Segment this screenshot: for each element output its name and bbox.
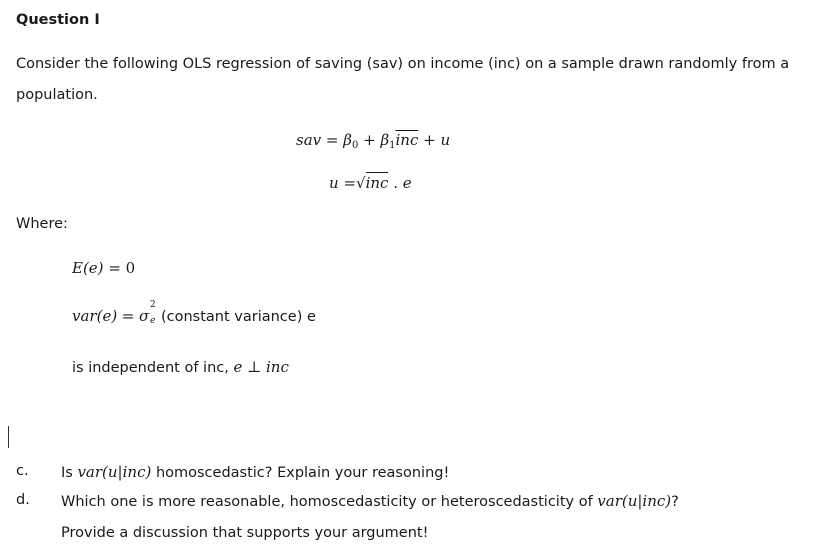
question-c: [61, 463, 449, 481]
error-equation: [329, 174, 412, 192]
c2-equals: =: [121, 307, 135, 325]
eq2-e: e: [402, 174, 412, 192]
c3-math: e ⊥ inc: [233, 358, 289, 376]
c2-var: var(e): [72, 307, 118, 325]
c2-tail: (constant variance) e: [160, 309, 316, 325]
eq1-beta1-sub: 1: [389, 140, 396, 151]
question-d-continuation: Provide a discussion that supports your argument!: [61, 525, 429, 541]
question-c-math: var(u|inc): [77, 463, 152, 481]
eq2-equals: =: [343, 174, 357, 192]
eq2-dot: .: [393, 174, 399, 192]
eq1-beta0: β: [343, 131, 352, 149]
question-c-letter: c.: [16, 463, 29, 479]
eq2-inc: inc: [365, 174, 389, 192]
intro-line-2: population.: [16, 87, 98, 103]
question-d-letter: d.: [16, 492, 30, 508]
eq1-plus-2: +: [423, 131, 436, 149]
question-d-math: var(u|inc): [597, 492, 672, 510]
eq1-inc: $\overline{inc}$: [395, 131, 419, 149]
c2-sigma: σ: [138, 307, 150, 325]
condition-variance: [72, 300, 316, 326]
question-d-post: ?: [671, 494, 679, 510]
c2-sigma-sub: e: [149, 316, 156, 326]
c2-sigma-sup: 2: [149, 300, 156, 310]
eq1-u: u: [440, 131, 451, 149]
eq1-equals: =: [325, 131, 339, 149]
sqrt-icon: √: [356, 174, 366, 192]
c1-rest: = 0: [108, 259, 136, 277]
sigma-symbol: [138, 300, 161, 326]
question-d-pre: Which one is more reasonable, homoscedasticity or heteroscedasticity of: [61, 494, 593, 510]
question-d: [61, 492, 679, 510]
eq1-beta0-sub: 0: [351, 140, 359, 151]
c1-lhs: E(e): [72, 259, 104, 277]
eq1-plus-1: +: [363, 131, 376, 149]
eq1-lhs: sav: [296, 131, 322, 149]
condition-expectation: [72, 259, 135, 277]
question-c-post: homoscedastic? Explain your reasoning!: [155, 465, 450, 481]
question-c-pre: Is: [61, 465, 73, 481]
where-label: Where:: [16, 216, 68, 232]
eq2-lhs: u: [329, 174, 339, 192]
text-cursor: [8, 426, 9, 448]
question-title: Question I: [16, 12, 100, 28]
intro-line-1: Consider the following OLS regression of saving (sav) on income (inc) on a sample drawn randomly from a: [16, 56, 790, 72]
c3-text: is independent of inc,: [72, 360, 229, 376]
condition-independence: [72, 358, 289, 376]
regression-equation: [296, 131, 450, 151]
eq1-beta1: β: [380, 131, 390, 149]
